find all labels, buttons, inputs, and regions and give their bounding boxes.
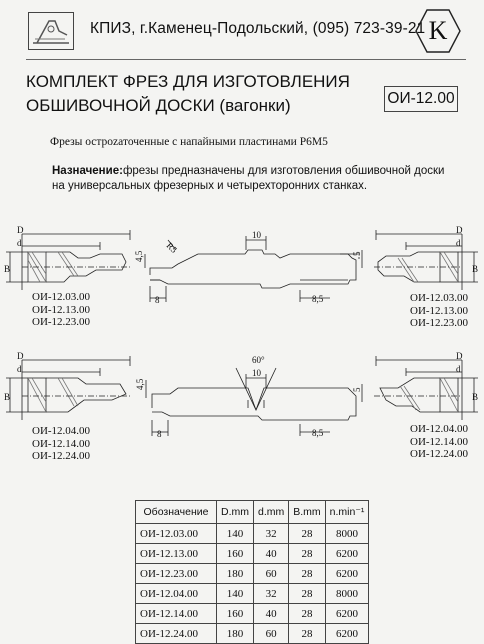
cell: 180 [217,564,254,584]
dim-8-5-top: 8,5 [312,294,324,304]
k-badge [415,8,461,54]
cell: 6200 [325,544,369,564]
cutter-drawing-top-left [6,230,130,290]
table-row [136,584,369,604]
dim-B-bottom-left: B [4,392,11,402]
title-line-2: ОБШИВОЧНОЙ ДОСКИ (вагонки) [26,96,291,115]
cell: 28 [289,604,325,624]
code-item: ОИ-12.14.00 [32,437,91,450]
cell: 28 [289,524,325,544]
dim-B-bottom-right: B [472,392,479,402]
code-item: ОИ-12.13.00 [410,304,469,317]
code-item: ОИ-12.03.00 [32,291,91,303]
dim-d-bottom-right: d [456,364,461,374]
table-row [136,544,369,564]
table-row [136,524,369,544]
cell: 28 [289,584,325,604]
header-designation: Обозначение [136,501,217,524]
cell: 28 [289,564,325,584]
codes-top-right [410,292,468,330]
cutter-drawing-top-right [374,230,478,290]
purpose-paragraph [52,164,447,194]
cell: ОИ-12.04.00 [136,584,217,604]
dim-B-top-left: B [4,264,11,274]
dim-R5-top: R5 [164,240,180,255]
dim-8-top: 8 [155,295,160,305]
dim-d-top-left: d [17,238,22,248]
dim-D-bottom-left: D [17,351,24,361]
dim-D-bottom-right: D [456,351,463,361]
code-item: ОИ-12.04.00 [32,425,91,437]
code-item: ОИ-12.23.00 [410,317,469,329]
cell: ОИ-12.13.00 [136,544,217,564]
dim-10-top: 10 [252,230,261,240]
code-item: ОИ-12.13.00 [32,303,91,316]
cell: 6200 [325,624,369,644]
cell: 180 [217,624,254,644]
header-B: B.mm [289,501,325,524]
dim-d-top-right: d [456,238,461,248]
cell: 6200 [325,604,369,624]
table-row [136,604,369,624]
dim-D-top-left: D [17,225,24,235]
code-item: ОИ-12.04.00 [410,423,469,435]
cell: 60 [254,624,289,644]
cell: 160 [217,544,254,564]
code-item: ОИ-12.24.00 [32,450,91,462]
code-item: ОИ-12.03.00 [410,292,469,304]
dim-5-bottom: 5 [352,387,362,392]
codes-bottom-right [410,423,468,461]
header-d: d.mm [254,501,289,524]
cell: 40 [254,604,289,624]
badge-letter: K [428,16,448,45]
cell: 8000 [325,524,369,544]
cell: 140 [217,524,254,544]
cell: 32 [254,584,289,604]
cell: 40 [254,544,289,564]
board-profile-bottom [146,368,362,436]
table-row [136,624,369,644]
title-line-1: КОМПЛЕКТ ФРЕЗ ДЛЯ ИЗГОТОВЛЕНИЯ [26,72,350,91]
cell: 8000 [325,584,369,604]
header-divider [26,59,466,60]
cell: ОИ-12.14.00 [136,604,217,624]
cell: 160 [217,604,254,624]
dim-B-top-right: B [472,264,479,274]
purpose-text: фрезы предназначены для изготовления обшивочной доски на универсальных фрезерных и четырехторонних станках. [52,165,445,192]
cell: ОИ-12.03.00 [136,524,217,544]
code-item: ОИ-12.14.00 [410,435,469,448]
code-item: ОИ-12.24.00 [410,448,469,460]
dim-d-bottom-left: d [17,364,22,374]
cell: 32 [254,524,289,544]
dim-60-deg: 60° [252,355,265,365]
codes-bottom-left [32,425,90,463]
cell: 6200 [325,564,369,584]
cell: 28 [289,544,325,564]
logo-graphic [29,13,73,49]
dim-10-bottom: 10 [252,368,261,378]
cell: 140 [217,584,254,604]
codes-top-left [32,291,90,329]
cell: ОИ-12.24.00 [136,624,217,644]
dim-8-bottom: 8 [157,429,162,439]
table-row [136,564,369,584]
code-item: ОИ-12.23.00 [32,316,91,328]
cell: 28 [289,624,325,644]
dim-4-5-top: 4,5 [134,250,144,262]
header-D: D.mm [217,501,254,524]
cell: 60 [254,564,289,584]
header-n: n.min⁻¹ [325,501,369,524]
spec-table [135,500,369,644]
company-logo [28,12,74,50]
dim-8-5-bottom: 8,5 [312,428,324,438]
company-info: КПИЗ, г.Каменец-Подольский, (095) 723-39-21 [90,20,426,37]
purpose-label: Назначение: [52,165,123,177]
table-header-row [136,501,369,524]
cutter-drawing-bottom-left [6,356,130,420]
dim-4-5-bottom: 4,5 [135,378,145,390]
dim-D-top-right: D [456,225,463,235]
cutter-drawing-bottom-right [374,356,478,420]
cell: ОИ-12.23.00 [136,564,217,584]
document-code: ОИ-12.00 [384,86,458,112]
subtitle: Фрезы остроzаточенные с напайными пластинами Р6М5 [50,136,328,148]
dim-5-top: 5 [352,251,362,256]
